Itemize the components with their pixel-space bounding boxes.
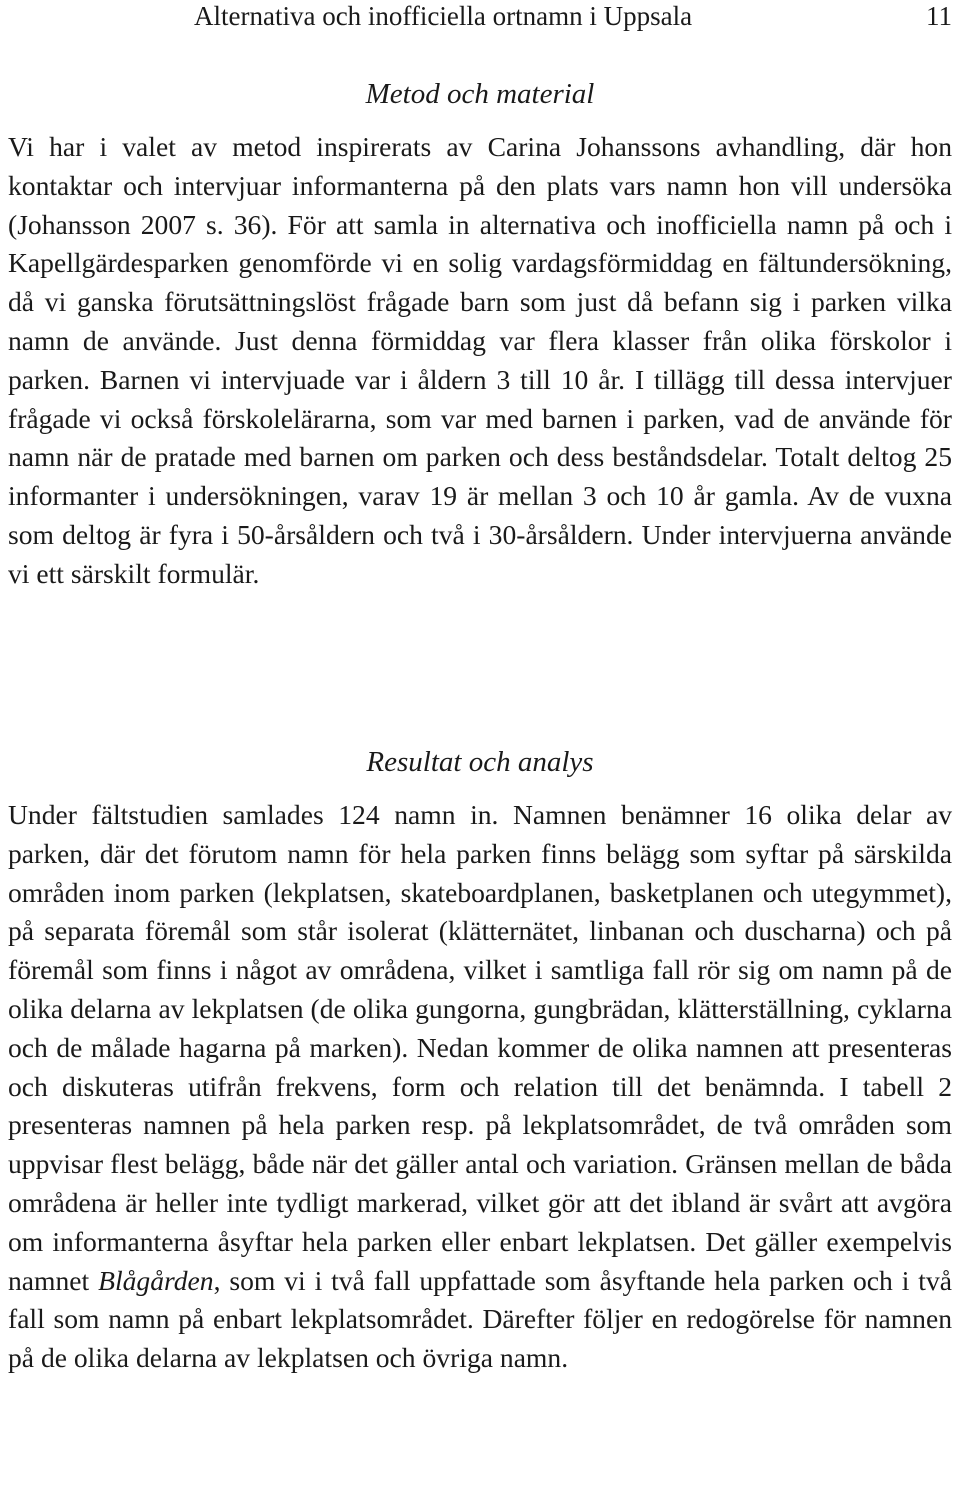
results-text-before: Under fältstudien samlades 124 namn in. Namnen benämner 16 olika delar av parken, där det förutom namn för hela parken finns belägg som syftar på särskilda områden inom parken (lekplatsen, skateboardplanen, basketplanen och utegymmet), på separata föremål som står isolerat (klätternätet, linbanan och duscharna) och på föremål som finns i något av områdena, vilket i samtliga fall rör sig om namn på de olika delarna av lekplatsen (de olika gungorna, gungbrädan, klätterställning, cyklarna och de målade hagarna på marken). Nedan kommer de olika namnen att presenteras och diskuteras utifrån frekvens, form och relation till det benämnda. I tabell 2 presenteras namnen på hela parken resp. på lekplatsområdet, de två områden som uppvisar flest belägg, både när det gäller antal och variation. Gränsen mellan de båda områdena är heller inte tydligt markerad, vilket gör att det ibland är svårt att avgöra om informanterna åsyftar hela parken eller enbart lekplatsen. Det gäller exempelvis namnet (8, 799, 952, 1296)
results-paragraph (8, 796, 952, 1378)
page-header (0, 0, 960, 40)
section-heading-method: Metod och material (365, 78, 595, 110)
place-name-italic: Blågården (98, 1264, 214, 1296)
page-number: 11 (926, 1, 952, 31)
results-text-after: , som vi i två fall uppfattade som åsyftande hela parken och i två fall som namn på enbart lekplatsområdet. Därefter följer en redogörelse för namnen på de olika delarna av lekplatsen och övriga namn. (8, 1264, 952, 1374)
running-title: Alternativa och inofficiella ortnamn i Uppsala (194, 1, 693, 31)
section-heading-results: Resultat och analys (366, 746, 594, 778)
method-paragraph: Vi har i valet av metod inspirerats av Carina Johanssons avhandling, där hon kontaktar och intervjuar informanterna på den plats vars namn hon vill undersöka (Johansson 2007 s. 36). För att samla in alternativa och inofficiella namn på och i Kapellgärdesparken genomförde vi en solig vardagsförmiddag en fältundersökning, då vi ganska förutsättningslöst frågade barn som just då befann sig i parken vilka namn de använde. Just denna förmiddag var flera klasser från olika förskolor i parken. Barnen vi intervjuade var i åldern 3 till 10 år. I tillägg till dessa intervjuer frågade vi också förskolelärarna, som var med barnen i parken, vad de använde för namn när de pratade med barnen om parken och dess beståndsdelar. Totalt deltog 25 informanter i undersökningen, varav 19 är mellan 3 och 10 år gamla. Av de vuxna som deltog är fyra i 50-årsåldern och två i 30-årsåldern. Under intervjuerna använde vi ett särskilt formulär. (8, 131, 952, 589)
